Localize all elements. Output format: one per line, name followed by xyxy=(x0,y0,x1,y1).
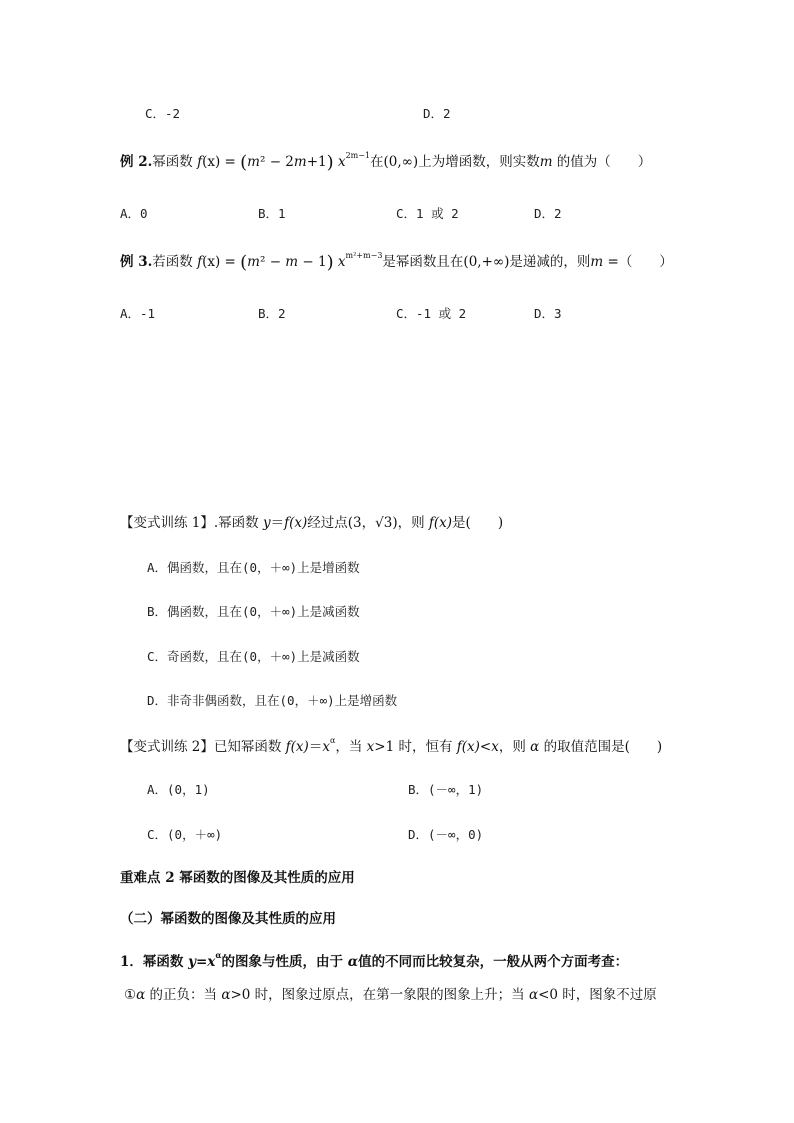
drill-1-option-a: A．偶函数，且在(0，＋∞)上是增函数 xyxy=(147,560,360,575)
drill-1-option-d: D．非奇非偶函数，且在(0，＋∞)上是增函数 xyxy=(147,693,398,708)
example-label: 例 2. xyxy=(120,154,153,170)
example-3-option-b: B．2 xyxy=(258,306,286,321)
interval: (0,∞) xyxy=(383,154,419,170)
drill-2-option-b: B．(－∞，1) xyxy=(408,782,484,797)
point-1-text: 1．幂函数 $y=x^\alpha$的图象与性质，由于 α值的不同而比较复杂，一般从两个方面考查： xyxy=(120,950,629,970)
point-1-item-1: ①α 的正负：当 α>0 时，图象过原点，在第一象限的图象上升；当 α<0 时，图象不过原 xyxy=(124,987,657,1003)
drill-1-option-c: C．奇函数，且在(0，＋∞)上是减函数 xyxy=(147,649,360,664)
example-3-question: 例 3.若函数 f(x) = (m² − m − 1) $x^{m^2+m-3}$是幂函数且在(0,+∞)是递减的，则m =（ ） xyxy=(120,251,673,273)
drill-2-option-d: D．(－∞，0) xyxy=(408,827,484,842)
example-2-option-b: B．1 xyxy=(258,206,286,221)
drill-2-question: 【变式训练 2】已知幂函数 $f(x)=x^\alpha$，当 x>1 时，恒有 f(x)<x，则 α 的取值范围是( ) xyxy=(120,736,663,755)
interval: (0,+∞) xyxy=(463,254,510,270)
example-label: 例 3. xyxy=(120,254,153,270)
example-3-option-d: D．3 xyxy=(534,306,562,321)
example-2-option-d: D．2 xyxy=(534,206,562,221)
drill-2-option-a: A．(0，1) xyxy=(147,782,210,797)
drill-2-option-c: C．(0，＋∞) xyxy=(147,827,223,842)
sqrt-symbol: √3 xyxy=(375,515,393,531)
example-3-option-c: C．-1 或 2 xyxy=(396,306,467,321)
drill-1-question: 【变式训练 1】.幂函数 y＝f(x)经过点(3，√3)，则 f(x)是( ) xyxy=(120,515,504,531)
example-2-option-a: A．0 xyxy=(120,206,148,221)
option-c: C．-2 xyxy=(145,106,181,121)
example-2-option-c: C．1 或 2 xyxy=(396,206,459,221)
option-d: D．2 xyxy=(423,106,451,121)
drill-1-option-b: B．偶函数，且在(0，＋∞)上是减函数 xyxy=(147,604,360,619)
subsection-heading: （二）幂函数的图像及其性质的应用 xyxy=(120,911,336,927)
circled-number: ① xyxy=(124,987,137,1003)
example-2-question: 例 2.幂函数 f(x) = (m² − 2m+1) $x^{2m-1}$在(0,∞)上为增函数，则实数m 的值为（ ） xyxy=(120,151,652,173)
example-3-option-a: A．-1 xyxy=(120,306,156,321)
section-heading: 重难点 2 幂函数的图像及其性质的应用 xyxy=(120,870,355,886)
